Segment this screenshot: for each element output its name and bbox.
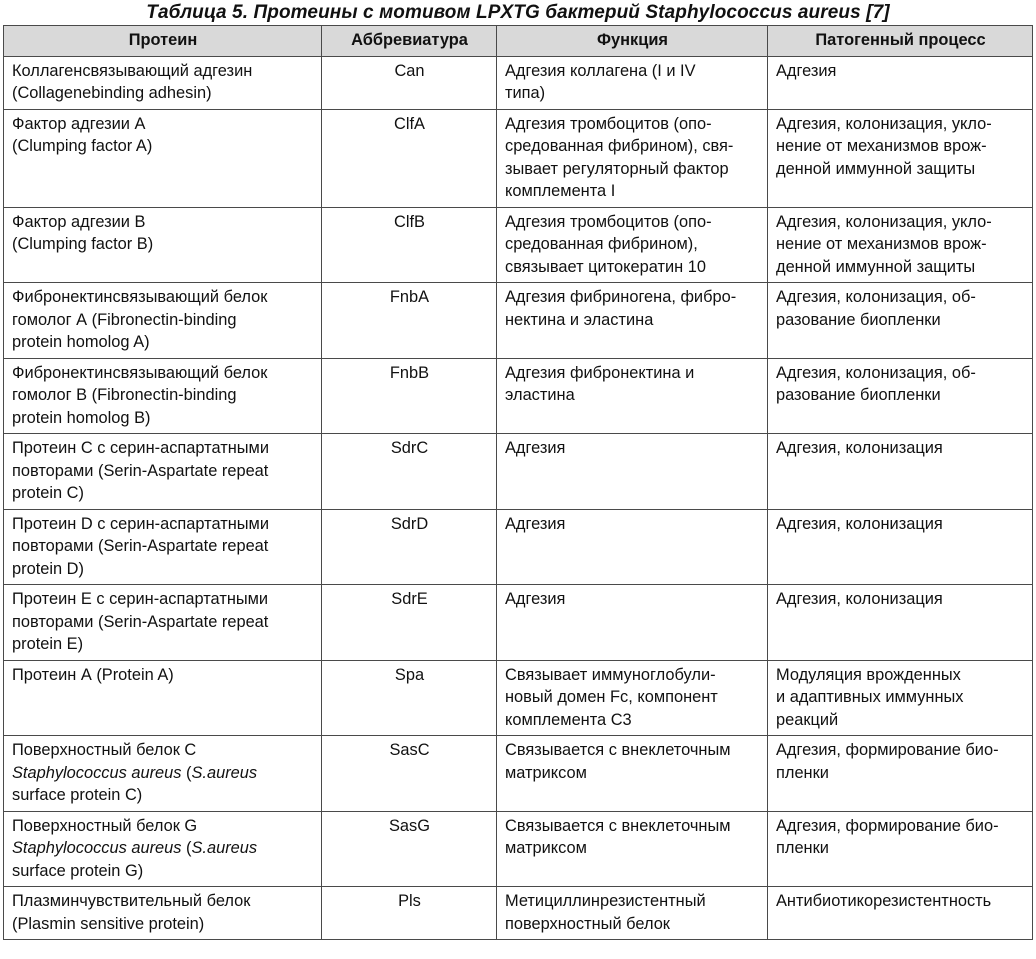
cell-protein-line: protein homolog B) (12, 408, 151, 427)
cell-function-line: средованная фибрином), свя- (505, 137, 734, 155)
cell-process-line: Адгезия, колонизация (776, 439, 943, 457)
cell-protein (4, 585, 322, 661)
cell-abbreviation: FnbA (322, 283, 497, 359)
cell-abbreviation: Spa (322, 660, 497, 736)
header-abbreviation: Аббревиатура (322, 26, 497, 57)
cell-protein-line (12, 815, 314, 838)
text-segment: ( (181, 763, 192, 782)
cell-function-line: Адгезия фибронектина и (505, 363, 695, 382)
cell-abbreviation: SdrE (322, 585, 497, 661)
cell-protein-line: гомолог А (Fibronectin-binding (12, 310, 237, 329)
cell-process-line: Антибиотикорезистентность (776, 892, 992, 910)
cell-protein-line: protein E) (12, 635, 84, 653)
cell-process-line: пленки (776, 763, 829, 782)
table-row (4, 509, 1033, 585)
cell-protein (4, 56, 322, 109)
cell-function-line: эластина (505, 386, 575, 404)
header-row (4, 26, 1033, 57)
cell-function-line: Адгезия (505, 590, 566, 608)
cell-function-line: Адгезия тромбоцитов (опо- (505, 212, 712, 231)
cell-process-line: разование биопленки (776, 386, 941, 404)
cell-protein (4, 811, 322, 887)
cell-function (497, 887, 768, 940)
table-row (4, 207, 1033, 283)
cell-function-line: поверхностный белок (505, 914, 670, 933)
table-row (4, 660, 1033, 736)
italic-text: S.aureus (191, 763, 258, 782)
cell-protein-line: Фактор адгезии А (12, 114, 146, 133)
cell-function (497, 660, 768, 736)
cell-function-line: Адгезия (505, 514, 566, 533)
text-segment: Поверхностный белок G (12, 816, 198, 835)
cell-protein-line: Протеин Е с серин-аспартатными (12, 590, 269, 608)
italic-text: S.aureus (191, 839, 258, 857)
protein-table (3, 25, 1033, 940)
cell-protein-line: protein D) (12, 559, 84, 578)
cell-function-line: Адгезия коллагена (I и IV (505, 61, 696, 80)
table-row (4, 887, 1033, 940)
cell-protein-line: повторами (Serin-Aspartate repeat (12, 537, 269, 555)
cell-function (497, 736, 768, 812)
cell-function-line: Метициллинрезистентный (505, 892, 706, 910)
header-pathogenic-process: Патогенный процесс (768, 26, 1033, 57)
cell-protein-line: (Collagenebinding adhesin) (12, 84, 212, 102)
cell-protein-line: Плазминчувствительный белок (12, 892, 251, 910)
cell-protein-line (12, 762, 314, 785)
cell-abbreviation: ClfB (322, 207, 497, 283)
cell-function-line: матриксом (505, 839, 587, 857)
cell-protein-line: (Clumping factor B) (12, 235, 154, 253)
table-row (4, 283, 1033, 359)
cell-abbreviation: SasC (322, 736, 497, 812)
table-row (4, 585, 1033, 661)
cell-function-line: нектина и эластина (505, 310, 654, 329)
cell-process (768, 736, 1033, 812)
table-row (4, 109, 1033, 207)
cell-process-line: разование биопленки (776, 310, 941, 329)
cell-protein (4, 887, 322, 940)
cell-function (497, 283, 768, 359)
text-segment: ( (181, 839, 192, 857)
header-function: Функция (497, 26, 768, 57)
cell-process (768, 811, 1033, 887)
cell-abbreviation: SdrC (322, 434, 497, 510)
cell-function-line: средованная фибрином), (505, 235, 698, 253)
table-header (4, 26, 1033, 57)
cell-function (497, 585, 768, 661)
cell-process-line: Адгезия, колонизация, об- (776, 363, 976, 382)
cell-protein-line (12, 739, 314, 762)
cell-process-line: денной иммунной защиты (776, 159, 976, 178)
cell-protein (4, 283, 322, 359)
cell-protein-line: гомолог В (Fibronectin-binding (12, 386, 237, 404)
cell-function (497, 509, 768, 585)
cell-process-line: Адгезия, колонизация, об- (776, 288, 976, 306)
cell-process-line: Адгезия (776, 61, 837, 80)
cell-protein-line (12, 784, 314, 807)
cell-function (497, 358, 768, 434)
cell-function (497, 109, 768, 207)
table-row (4, 358, 1033, 434)
cell-protein (4, 109, 322, 207)
cell-protein-line: повторами (Serin-Aspartate repeat (12, 461, 269, 480)
cell-protein (4, 736, 322, 812)
cell-function-line: новый домен Fc, компонент (505, 688, 718, 706)
cell-protein-line: Протеин D с серин-аспартатными (12, 514, 269, 533)
italic-text: Staphylococcus aureus (12, 839, 182, 857)
cell-process (768, 358, 1033, 434)
cell-function-line: Связывается с внеклеточным (505, 741, 731, 759)
cell-function-line: Связывает иммуноглобули- (505, 665, 716, 684)
cell-protein (4, 434, 322, 510)
cell-function-line: матриксом (505, 763, 587, 782)
cell-process-line: реакций (776, 710, 839, 729)
cell-function (497, 56, 768, 109)
cell-function-line: Адгезия тромбоцитов (опо- (505, 114, 712, 133)
cell-protein (4, 207, 322, 283)
cell-function-line: зывает регуляторный фактор (505, 159, 729, 178)
cell-function-line: Адгезия фибриногена, фибро- (505, 288, 737, 306)
cell-protein-line: повторами (Serin-Aspartate repeat (12, 612, 269, 631)
cell-process-line: пленки (776, 839, 829, 857)
cell-protein-line: Фибронектинсвязывающий белок (12, 288, 268, 306)
cell-process (768, 660, 1033, 736)
cell-protein-line: protein C) (12, 484, 84, 502)
cell-process (768, 887, 1033, 940)
table-row (4, 736, 1033, 812)
cell-protein-line: (Plasmin sensitive protein) (12, 914, 205, 933)
cell-protein-line: Протеин С с серин-аспартатными (12, 439, 269, 457)
cell-function (497, 811, 768, 887)
cell-process (768, 509, 1033, 585)
cell-abbreviation: SasG (322, 811, 497, 887)
text-segment: surface protein C) (12, 786, 143, 804)
cell-protein (4, 358, 322, 434)
cell-protein-line: protein homolog A) (12, 333, 150, 351)
table-row (4, 56, 1033, 109)
cell-process (768, 207, 1033, 283)
table-row (4, 434, 1033, 510)
cell-process (768, 109, 1033, 207)
cell-protein (4, 509, 322, 585)
cell-process (768, 585, 1033, 661)
cell-process-line: Адгезия, колонизация, укло- (776, 114, 992, 133)
cell-process-line: Адгезия, колонизация (776, 514, 943, 533)
cell-process-line: нение от механизмов врож- (776, 235, 987, 253)
cell-function-line: связывает цитокератин 10 (505, 257, 706, 276)
table-body (4, 56, 1033, 940)
italic-text: Staphylococcus aureus (12, 763, 182, 782)
cell-process-line: и адаптивных иммунных (776, 688, 964, 706)
cell-process (768, 283, 1033, 359)
cell-protein-line: (Clumping factor A) (12, 137, 153, 155)
cell-process-line: Модуляция врожденных (776, 665, 961, 684)
cell-protein (4, 660, 322, 736)
table-caption: Таблица 5. Протеины с мотивом LPXTG бактерий Staphylococcus aureus [7] (146, 2, 890, 23)
cell-function-line: типа) (505, 84, 546, 102)
cell-process-line: Адгезия, колонизация, укло- (776, 212, 992, 231)
cell-function-line: Адгезия (505, 439, 566, 457)
cell-abbreviation: Pls (322, 887, 497, 940)
cell-abbreviation: SdrD (322, 509, 497, 585)
cell-function-line: комплемента С3 (505, 710, 632, 729)
header-protein: Протеин (4, 26, 322, 57)
cell-protein-line: Протеин А (Protein A) (12, 665, 174, 684)
cell-process-line: Адгезия, колонизация (776, 590, 943, 608)
cell-protein-line (12, 860, 314, 883)
cell-function-line: комплемента I (505, 182, 616, 200)
cell-function (497, 207, 768, 283)
text-segment: Поверхностный белок С (12, 741, 197, 759)
cell-process (768, 434, 1033, 510)
cell-protein-line: Фибронектинсвязывающий белок (12, 363, 268, 382)
cell-process-line: денной иммунной защиты (776, 257, 976, 276)
cell-function (497, 434, 768, 510)
cell-protein-line: Коллагенсвязывающий адгезин (12, 61, 253, 80)
cell-process (768, 56, 1033, 109)
cell-abbreviation: ClfA (322, 109, 497, 207)
table-row (4, 811, 1033, 887)
cell-process-line: Адгезия, формирование био- (776, 816, 999, 835)
text-segment: surface protein G) (12, 861, 144, 880)
cell-abbreviation: Can (322, 56, 497, 109)
cell-protein-line: Фактор адгезии В (12, 212, 146, 231)
cell-function-line: Связывается с внеклеточным (505, 816, 731, 835)
cell-protein-line (12, 837, 314, 860)
cell-abbreviation: FnbB (322, 358, 497, 434)
cell-process-line: нение от механизмов врож- (776, 137, 987, 155)
cell-process-line: Адгезия, формирование био- (776, 741, 999, 759)
